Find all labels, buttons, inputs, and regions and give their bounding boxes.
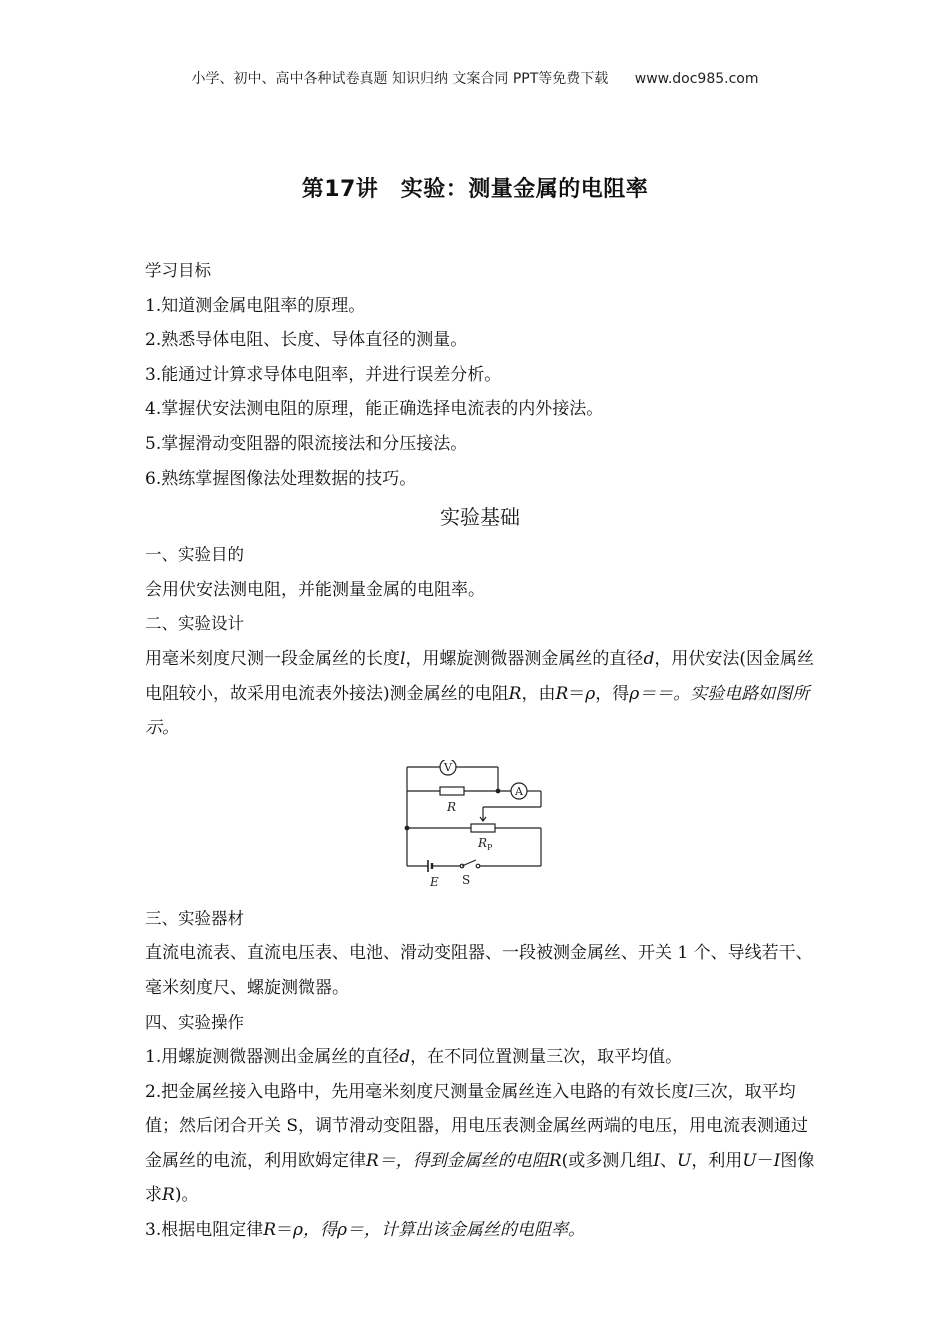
text-run: ，用伏安法(因金属丝电阻较小，故采用电流表外接法)测金属丝的电阻 xyxy=(145,648,814,704)
text-run: ，得 xyxy=(303,1220,338,1241)
operation-step-3 xyxy=(145,1213,815,1248)
symbol-I: I xyxy=(773,1150,781,1171)
text-run: ，得 xyxy=(595,683,630,704)
symbol-rho: ρ xyxy=(629,683,640,704)
section-2-paragraph xyxy=(145,642,815,746)
battery-label: E xyxy=(430,874,439,889)
text-run: － xyxy=(756,1150,774,1171)
switch-contact xyxy=(476,864,480,868)
section-1-text: 会用伏安法测电阻，并能测量金属的电阻率。 xyxy=(145,579,485,600)
header-url[interactable]: www.doc985.com xyxy=(634,71,759,87)
operation-step-2 xyxy=(145,1075,815,1213)
symbol-R: R xyxy=(263,1220,277,1241)
objective-item: 3.能通过计算求导体电阻率，并进行误差分析。 xyxy=(145,364,502,385)
section-3-text: 直流电流表、直流电压表、电池、滑动变阻器、一段被测金属丝、开关 1 个、导线若干、毫米刻度尺、螺旋测微器。 xyxy=(145,943,813,998)
voltmeter-label: V xyxy=(444,760,452,774)
objective-item: 2.熟悉导体电阻、长度、导体直径的测量。 xyxy=(145,330,468,351)
resistor-symbol xyxy=(440,787,464,795)
symbol-l: l xyxy=(400,648,406,669)
switch-label: S xyxy=(462,872,471,887)
section-4-heading: 四、实验操作 xyxy=(145,1012,244,1032)
text-run: ＝，计算出该金属丝的电阻率。 xyxy=(347,1220,586,1241)
text-run: ＝ xyxy=(276,1220,294,1241)
text-run: 2.把金属丝接入电路中，先用毫米刻度尺测量金属丝连入电路的有效长度 xyxy=(145,1081,689,1102)
page-title: 第17讲 实验：测量金属的电阻率 xyxy=(301,177,649,202)
symbol-d: d xyxy=(643,648,655,669)
objective-item: 5.掌握滑动变阻器的限流接法和分压接法。 xyxy=(145,433,468,454)
text-run: ，由 xyxy=(521,683,556,704)
page-header xyxy=(0,68,950,88)
objective-item: 6.熟练掌握图像法处理数据的技巧。 xyxy=(145,468,417,489)
text-run: 3.根据电阻定律 xyxy=(145,1220,264,1241)
switch-lever xyxy=(462,860,476,866)
objectives-heading: 学习目标 xyxy=(145,261,211,280)
symbol-rho: ρ xyxy=(585,683,596,704)
document-body xyxy=(145,254,815,1248)
ammeter-label: A xyxy=(515,784,523,798)
text-run: ，在不同位置测量三次，取平均值。 xyxy=(410,1047,683,1068)
text-run: 、 xyxy=(659,1150,677,1171)
text-run: ＝ xyxy=(568,683,586,704)
text-run: ，用螺旋测微器测金属丝的直径 xyxy=(405,648,644,669)
text-run: 图像求 xyxy=(145,1150,815,1206)
text-run: 三次，取平均值；然后闭合开关 S，调节滑动变阻器，用电压表测金属丝两端的电压，用电流表测通过金属丝的电流，利用欧姆定律 xyxy=(145,1081,809,1171)
basics-heading: 实验基础 xyxy=(440,505,520,530)
junction-dot xyxy=(496,789,500,793)
symbol-I: I xyxy=(653,1150,660,1171)
text-run: 1.用螺旋测微器测出金属丝的直径 xyxy=(145,1047,400,1068)
resistor-label: R xyxy=(447,799,457,814)
rheostat-subscript: P xyxy=(487,842,493,852)
symbol-U: U xyxy=(742,1150,757,1171)
text-run: ，利用 xyxy=(691,1150,743,1171)
text-run: )。 xyxy=(174,1185,199,1206)
symbol-d: d xyxy=(399,1047,411,1068)
header-text: 小学、初中、高中各种试卷真题 知识归纳 文案合同 PPT等免费下载 xyxy=(191,71,609,87)
section-3-heading: 三、实验器材 xyxy=(145,908,244,928)
symbol-l: l xyxy=(688,1081,694,1102)
objective-item: 1.知道测金属电阻率的原理。 xyxy=(145,295,366,316)
symbol-R: R xyxy=(555,683,569,704)
objective-item: 4.掌握伏安法测电阻的原理，能正确选择电流表的内外接法。 xyxy=(145,399,604,420)
text-run: 用毫米刻度尺测一段金属丝的长度 xyxy=(145,648,400,669)
section-1-heading: 一、实验目的 xyxy=(145,545,244,565)
text-run: (或多测几组 xyxy=(561,1150,654,1171)
symbol-rho: ρ xyxy=(337,1220,348,1241)
text-run: ＝＝。实验电路如图所示。 xyxy=(145,683,810,739)
symbol-R: R xyxy=(508,683,522,704)
operation-step-1 xyxy=(145,1040,815,1075)
symbol-R: R xyxy=(162,1185,175,1206)
rheostat-symbol xyxy=(471,824,495,832)
circuit-diagram xyxy=(145,760,815,892)
text-run: ＝，得到金属丝的电阻 xyxy=(378,1150,549,1171)
section-2-heading: 二、实验设计 xyxy=(145,614,244,634)
symbol-rho: ρ xyxy=(293,1220,304,1241)
symbol-R: R xyxy=(366,1150,379,1171)
circuit-svg xyxy=(400,760,550,892)
symbol-R: R xyxy=(548,1150,562,1171)
symbol-U: U xyxy=(676,1150,692,1171)
rheostat-label: R xyxy=(478,835,488,850)
